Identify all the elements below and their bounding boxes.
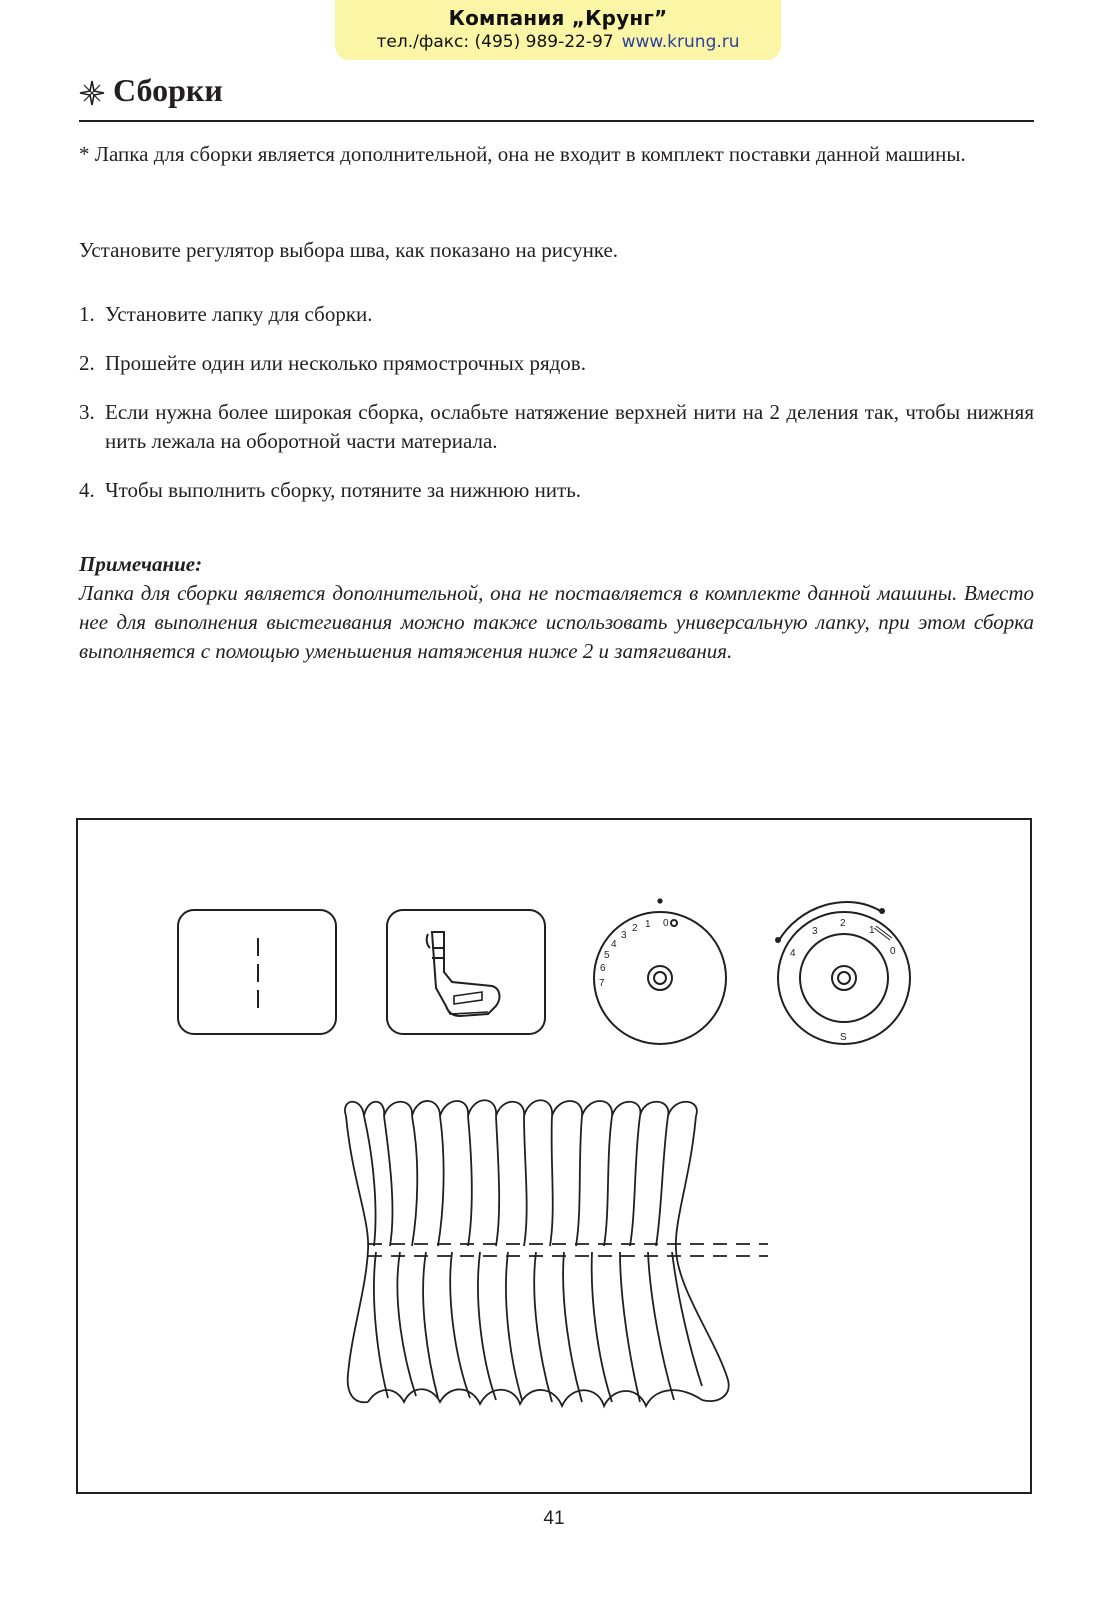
tension-label: 3 — [812, 926, 818, 937]
step-number: 1. — [79, 302, 95, 326]
illustration — [78, 820, 1030, 1492]
tension-label: 4 — [790, 948, 796, 959]
step-text: Если нужна более широкая сборка, ослабьте натяжение верхней нити на 2 деления так, чтобы нижняя нить лежала на оборотной части материала. — [105, 400, 1034, 453]
company-header — [335, 0, 781, 60]
dial-label: 5 — [604, 950, 610, 961]
tension-label: 1 — [869, 925, 875, 936]
phone-fax: тел./факс: (495) 989-22-97 — [376, 32, 614, 52]
step-number: 3. — [79, 400, 95, 424]
dial-label: 2 — [632, 923, 638, 934]
dial-label: 6 — [600, 963, 606, 974]
note-text: Лапка для сборки является дополнительной, она не поставляется в комплекте данной машины. Вместо нее для выполнения выстегивания можно также использовать универсальную лапку, при этом сборка выполняется с помощью уменьшения натяжения ниже 2 и затягивания. — [79, 581, 1034, 663]
website-link[interactable]: www.krung.ru — [621, 32, 740, 52]
dial-label: 7 — [599, 978, 605, 989]
step-number: 4. — [79, 478, 95, 502]
step-item — [79, 300, 1034, 329]
section-heading — [79, 70, 1034, 122]
stitch-length-dial — [594, 898, 726, 1044]
note-title: Примечание: — [79, 552, 203, 576]
step-text: Прошейте один или несколько прямострочных рядов. — [105, 351, 586, 375]
intro-text: Установите регулятор выбора шва, как показано на рисунке. — [79, 238, 619, 262]
step-item — [79, 349, 1034, 378]
optional-foot-note: * Лапка для сборки является дополнительной, она не входит в комплект поставки данной машины. — [79, 142, 966, 166]
dial-label: 0 — [663, 918, 669, 929]
dial-marker — [657, 898, 662, 903]
note-block — [79, 550, 1034, 666]
page-number: 41 — [543, 1508, 565, 1529]
tension-label: 0 — [890, 946, 896, 957]
step-text: Чтобы выполнить сборку, потяните за нижнюю нить. — [105, 478, 582, 502]
steps-list — [79, 300, 1034, 525]
step-item — [79, 398, 1034, 456]
thread-tension-dial — [775, 902, 910, 1044]
sparkle-icon — [79, 80, 105, 106]
company-name: Компания „Крунг” — [448, 6, 668, 30]
step-text: Установите лапку для сборки. — [105, 302, 373, 326]
dial-label: 1 — [645, 919, 651, 930]
tension-label: S — [840, 1032, 847, 1043]
step-item — [79, 476, 1034, 505]
page-title: Сборки — [113, 72, 223, 108]
contacts-line — [335, 32, 781, 52]
dial-label: 4 — [611, 939, 617, 950]
gathered-fabric-illustration — [345, 1100, 768, 1406]
tension-label: 2 — [840, 918, 846, 929]
dial-label: 3 — [621, 930, 627, 941]
presser-foot-icon — [387, 910, 545, 1034]
stitch-pattern-icon — [178, 910, 336, 1034]
step-number: 2. — [79, 351, 95, 375]
illustration-frame — [76, 818, 1032, 1494]
